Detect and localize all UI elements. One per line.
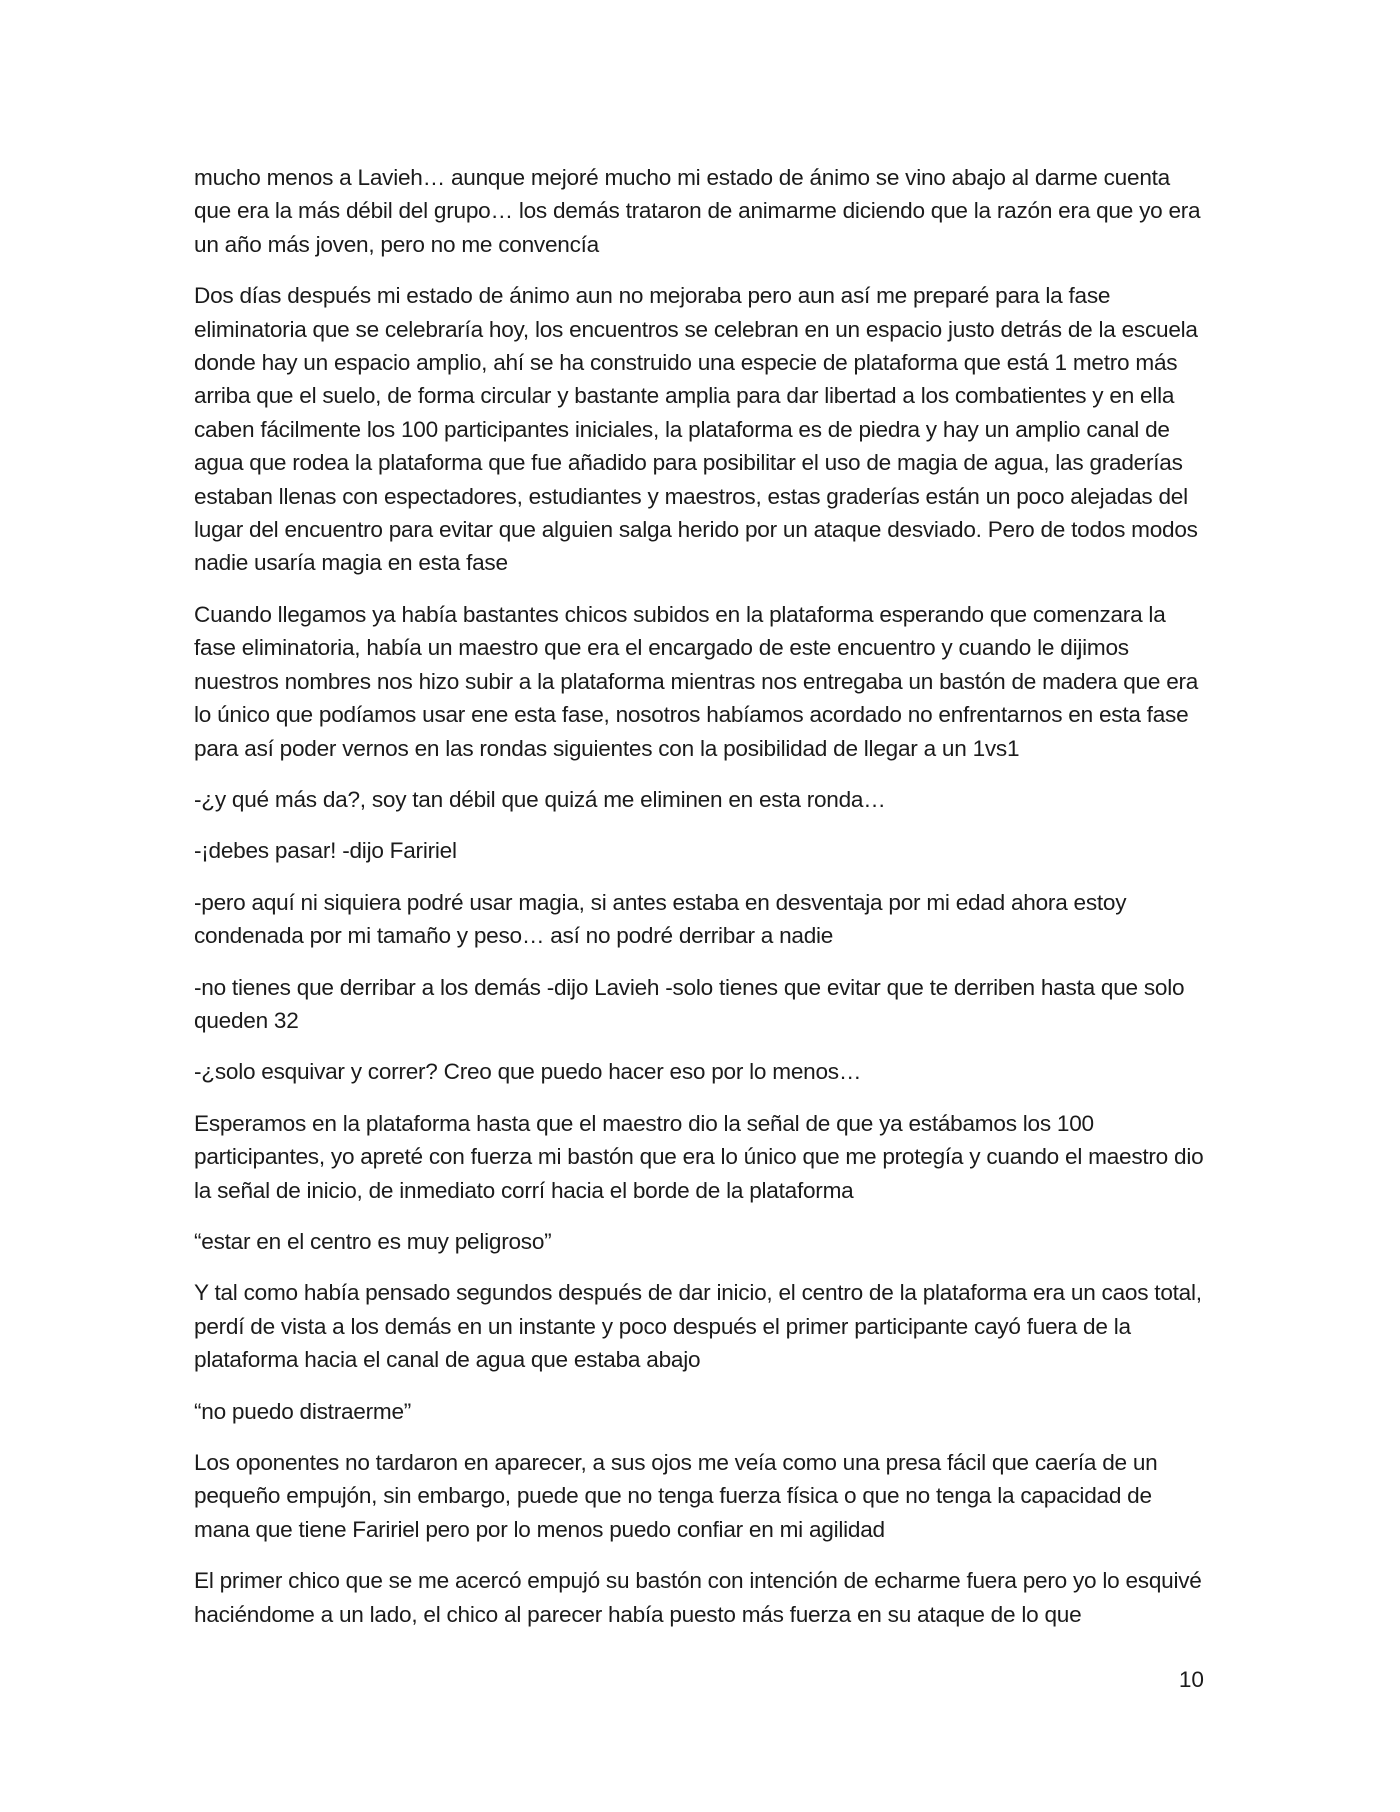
thought-line: “estar en el centro es muy peligroso” xyxy=(194,1228,552,1254)
page-body-text xyxy=(194,161,1210,1649)
paragraph: Y tal como había pensado segundos después de dar inicio, el centro de la plataforma era un caos total, perdí de vista a los demás en un instante y poco después el primer participante cayó fuera de la plataforma hacia el canal de agua que estaba abajo xyxy=(194,1280,1202,1373)
dialogue-line: -pero aquí ni siquiera podré usar magia, si antes estaba en desventaja por mi edad ahora estoy condenada por mi tamaño y peso… así no podré derribar a nadie xyxy=(194,889,1127,949)
page-number: 10 xyxy=(1178,1667,1204,1692)
paragraph: Cuando llegamos ya había bastantes chicos subidos en la plataforma esperando que comenzara la fase eliminatoria, había un maestro que era el encargado de este encuentro y cuando le dijimos nuestros nombres nos hizo subir a la plataforma mientras nos entregaba un bastón de madera que era lo único que podíamos usar ene esta fase, nosotros habíamos acordado no enfrentarnos en esta fase para así poder vernos en las rondas siguientes con la posibilidad de llegar a un 1vs1 xyxy=(194,601,1199,761)
paragraph: mucho menos a Lavieh… aunque mejoré mucho mi estado de ánimo se vino abajo al darme cuenta que era la más débil del grupo… los demás trataron de animarme diciendo que la razón era que yo era un año más joven, pero no me convencía xyxy=(194,165,1201,257)
dialogue-line: -no tienes que derribar a los demás -dijo Lavieh -solo tienes que evitar que te derriben hasta que solo queden 32 xyxy=(194,974,1185,1033)
paragraph: Los oponentes no tardaron en aparecer, a sus ojos me veía como una presa fácil que caería de un pequeño empujón, sin embargo, puede que no tenga fuerza física o que no tenga la capacidad de mana que tiene Faririel pero por lo menos puedo confiar en mi agilidad xyxy=(194,1450,1158,1542)
paragraph: Esperamos en la plataforma hasta que el maestro dio la señal de que ya estábamos los 100 participantes, yo apreté con fuerza mi bastón que era lo único que me protegía y cuando el maestro dio la señal de inicio, de inmediato corrí hacia el borde de la plataforma xyxy=(194,1110,1204,1203)
dialogue-line: -¿solo esquivar y correr? Creo que puedo hacer eso por lo menos… xyxy=(194,1059,862,1085)
paragraph: El primer chico que se me acercó empujó su bastón con intención de echarme fuera pero yo lo esquivé haciéndome a un lado, el chico al parecer había puesto más fuerza en su ataque de lo que xyxy=(194,1568,1202,1627)
paragraph: Dos días después mi estado de ánimo aun no mejoraba pero aun así me preparé para la fase eliminatoria que se celebraría hoy, los encuentros se celebran en un espacio justo detrás de la escuela donde hay un espacio amplio, ahí se ha construido una especie de plataforma que está 1 metro más arriba que el suelo, de forma circular y bastante amplia para dar libertad a los combatientes y en ella caben fácilmente los 100 participantes iniciales, la plataforma es de piedra y hay un amplio canal de agua que rodea la plataforma que fue añadido para posibilitar el uso de magia de agua, las graderías estaban llenas con espectadores, estudiantes y maestros, estas graderías están un poco alejadas del lugar del encuentro para evitar que alguien salga herido por un ataque desviado. Pero de todos modos nadie usaría magia en esta fase xyxy=(194,283,1198,576)
dialogue-line: -¡debes pasar! -dijo Faririel xyxy=(194,838,457,864)
thought-line: “no puedo distraerme” xyxy=(194,1398,412,1424)
dialogue-line: -¿y qué más da?, soy tan débil que quizá me eliminen en esta ronda… xyxy=(194,786,886,812)
